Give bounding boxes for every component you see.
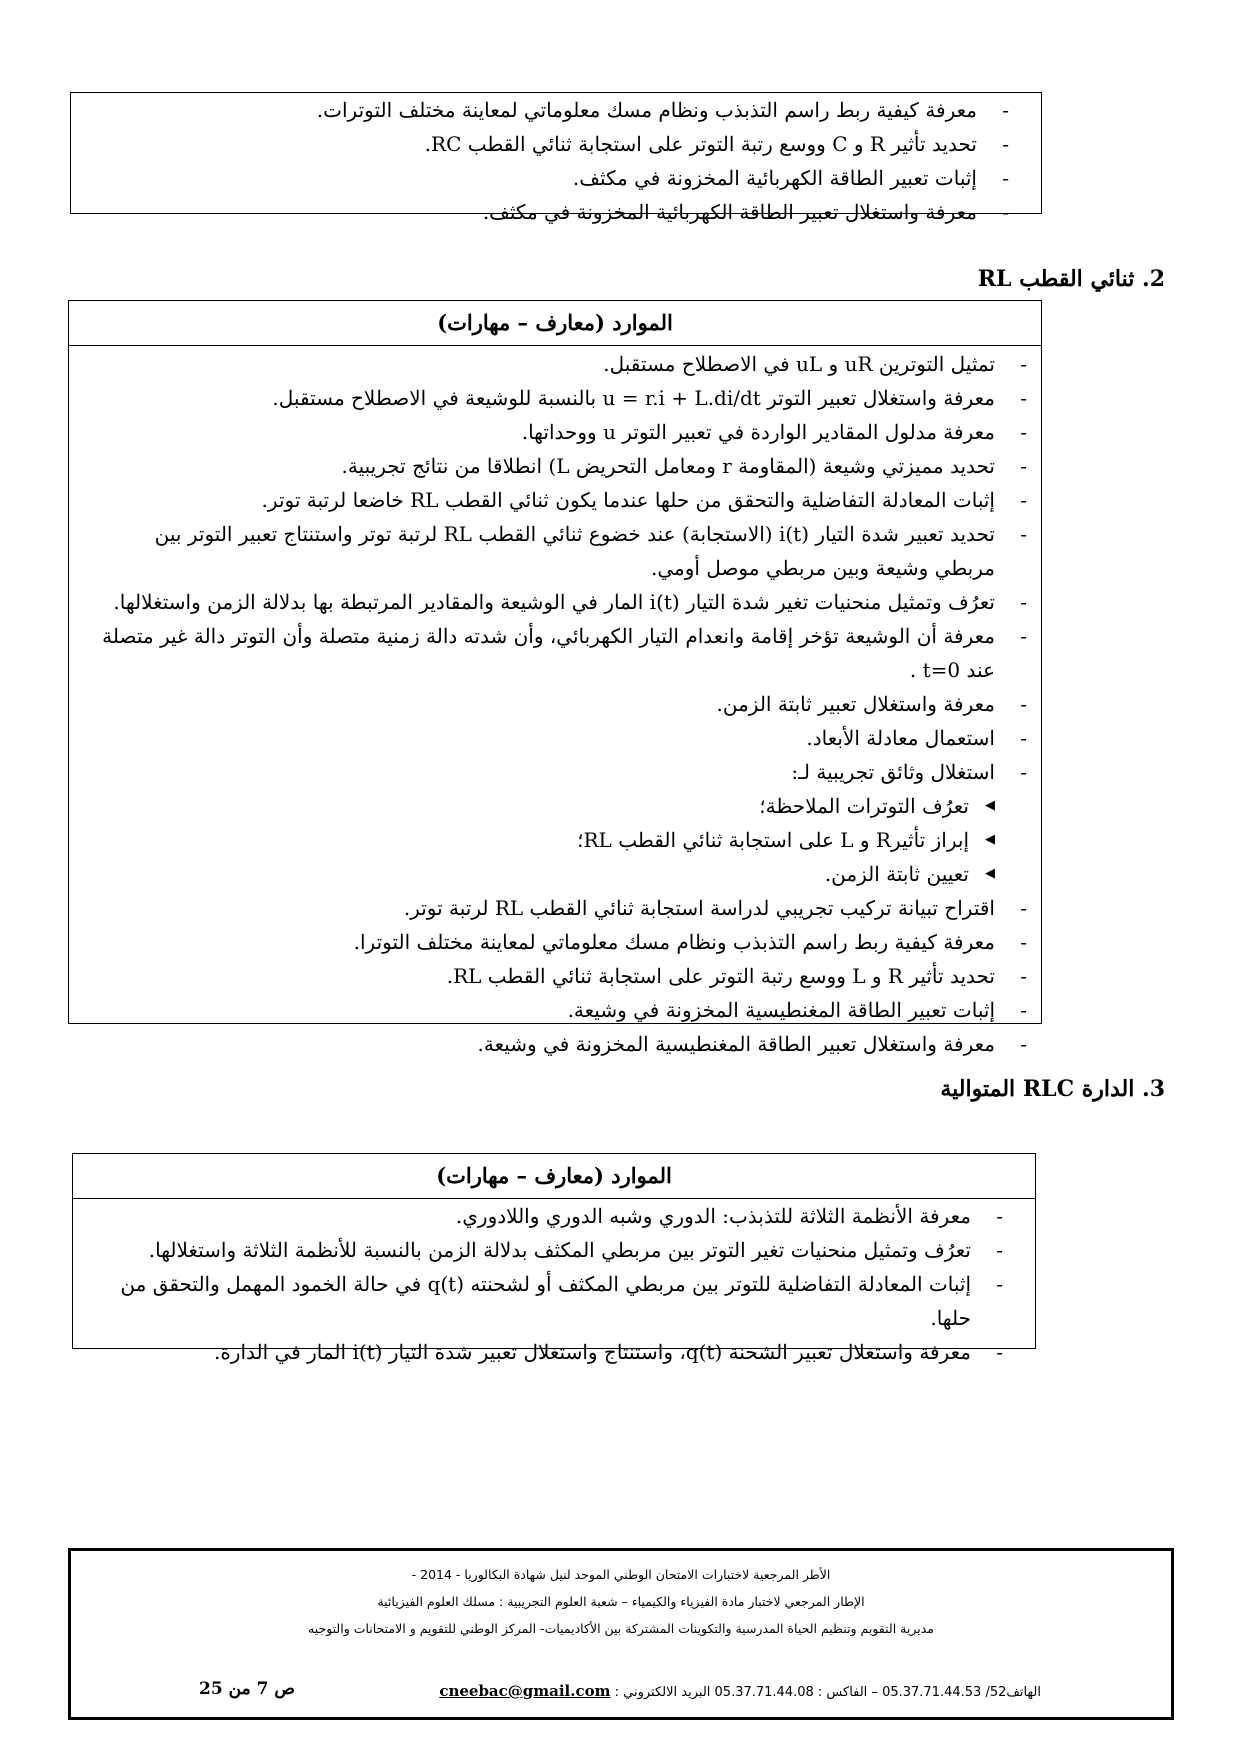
list-item: - إثبات تعبير الطاقة المغنطيسية المخزونة في وشيعة. bbox=[99, 993, 1033, 1027]
list-item: - تحديد مميزتي وشيعة (المقاومة r ومعامل التحريض L) انطلاقا من نتائج تجريبية. bbox=[99, 449, 1033, 483]
box3-list bbox=[73, 1199, 1035, 1369]
section-title-rlc: 3. الدارة RLC المتوالية bbox=[940, 1076, 1165, 1102]
list-item: - إثبات المعادلة التفاضلية للتوتر بين مربطي المكثف أو لشحنته q(t) في حالة الخمود المهمل والتحقق من حلها. bbox=[87, 1267, 1009, 1335]
list-item: - معرفة الأنظمة الثلاثة للتذبذب: الدوري وشبه الدوري واللادوري. bbox=[87, 1199, 1009, 1233]
resources-header: الموارد (معارف – مهارات) bbox=[69, 301, 1041, 346]
list-item: - معرفة أن الوشيعة تؤخر إقامة وانعدام التيار الكهربائي، وأن شدته دالة زمنية متصلة وأن التوتر دالة غير متصلة عند t=0 . bbox=[99, 619, 1033, 687]
section-title-rl: 2. ثنائي القطب RL bbox=[977, 266, 1165, 292]
list-item: - معرفة كيفية ربط راسم التذبذب ونظام مسك معلوماتي لمعاينة مختلف التوترا. bbox=[99, 925, 1033, 959]
list-item: - معرفة واستغلال تعبير ثابتة الزمن. bbox=[99, 687, 1033, 721]
list-item: - معرفة كيفية ربط راسم التذبذب ونظام مسك معلوماتي لمعاينة مختلف التوترات. bbox=[85, 93, 1015, 127]
objectives-box-rc bbox=[70, 92, 1042, 224]
list-item: - معرفة واستغلال تعبير الشحنة q(t)، واستنتاج واستغلال تعبير شدة التيار i(t) المار في الدارة. bbox=[87, 1335, 1009, 1369]
footer-line-1: الأطر المرجعية لاختبارات الامتحان الوطني الموحد لنيل شهادة البكالوريا - 2014 - bbox=[411, 1567, 831, 1582]
list-item: - تعرُف وتمثيل منحنيات تغير شدة التيار i(t) المار في الوشيعة والمقادير المرتبطة بها بدلالة الزمن واستغلالها. bbox=[99, 585, 1033, 619]
footer-email-link[interactable]: cneebac@gmail.com bbox=[439, 1682, 611, 1700]
sub-list-item: ◀ تعرُف التوترات الملاحظة؛ bbox=[99, 789, 1033, 823]
footer-box bbox=[68, 1548, 1174, 1720]
box1-list bbox=[71, 93, 1041, 229]
list-item: - إثبات المعادلة التفاضلية والتحقق من حلها عندما يكون ثنائي القطب RL خاضعا لرتبة توتر. bbox=[99, 483, 1033, 517]
list-item: - إثبات تعبير الطاقة الكهربائية المخزونة في مكثف. bbox=[85, 161, 1015, 195]
list-item: - تمثيل التوترين uR و uL في الاصطلاح مستقبل. bbox=[99, 347, 1033, 381]
footer-line-3: مديرية التقويم وتنظيم الحياة المدرسية والتكوينات المشتركة بين الأكاديميات- المركز الوطني للتقويم و الامتحانات والتوجيه bbox=[308, 1621, 934, 1636]
list-item: - معرفة واستغلال تعبير الطاقة المغنطيسية المخزونة في وشيعة. bbox=[99, 1027, 1033, 1061]
list-item: - استعمال معادلة الأبعاد. bbox=[99, 721, 1033, 755]
list-item: - معرفة واستغلال تعبير التوتر u = r.i + L.di/dt بالنسبة للوشيعة في الاصطلاح مستقبل. bbox=[99, 381, 1033, 415]
list-item: - تحديد تأثير R و C ووسع رتبة التوتر على استجابة ثنائي القطب RC. bbox=[85, 127, 1015, 161]
footer-phone-fax: الهاتف52/ 05.37.71.44.53 – الفاكس : 05.37.71.44.08 البريد الالكتروني : bbox=[614, 1685, 1041, 1700]
list-item: - تحديد تعبير شدة التيار i(t) (الاستجابة) عند خضوع ثنائي القطب RL لرتبة توتر واستنتاج تعبير التوتر بين مربطي وشيعة وبين مربطي موصل أومي. bbox=[99, 517, 1033, 585]
footer-line-2: الإطار المرجعي لاختبار مادة الفيزياء والكيمياء – شعبة العلوم التجريبية : مسلك العلوم الفيزيائية bbox=[377, 1594, 865, 1609]
list-item: - معرفة مدلول المقادير الواردة في تعبير التوتر u ووحداتها. bbox=[99, 415, 1033, 449]
page-number: ص 7 من 25 bbox=[199, 1679, 295, 1699]
list-item: - اقتراح تبيانة تركيب تجريبي لدراسة استجابة ثنائي القطب RL لرتبة توتر. bbox=[99, 891, 1033, 925]
resources-box-rl bbox=[68, 300, 1042, 1056]
list-item: - استغلال وثائق تجريبية لـ: bbox=[99, 755, 1033, 789]
resources-header: الموارد (معارف – مهارات) bbox=[73, 1154, 1035, 1199]
box2-list bbox=[69, 347, 1041, 1061]
list-item: - تحديد تأثير R و L ووسع رتبة التوتر على استجابة ثنائي القطب RL. bbox=[99, 959, 1033, 993]
footer-contact bbox=[439, 1682, 1041, 1700]
resources-box-rlc bbox=[72, 1153, 1036, 1364]
sub-list-item: ◀ تعيين ثابتة الزمن. bbox=[99, 857, 1033, 891]
list-item: - معرفة واستغلال تعبير الطاقة الكهربائية المخزونة في مكثف. bbox=[85, 195, 1015, 229]
sub-list-item: ◀ إبراز تأثيرR و L على استجابة ثنائي القطب RL؛ bbox=[99, 823, 1033, 857]
list-item: - تعرُف وتمثيل منحنيات تغير التوتر بين مربطي المكثف بدلالة الزمن بالنسبة للأنظمة الثلاثة واستغلالها. bbox=[87, 1233, 1009, 1267]
